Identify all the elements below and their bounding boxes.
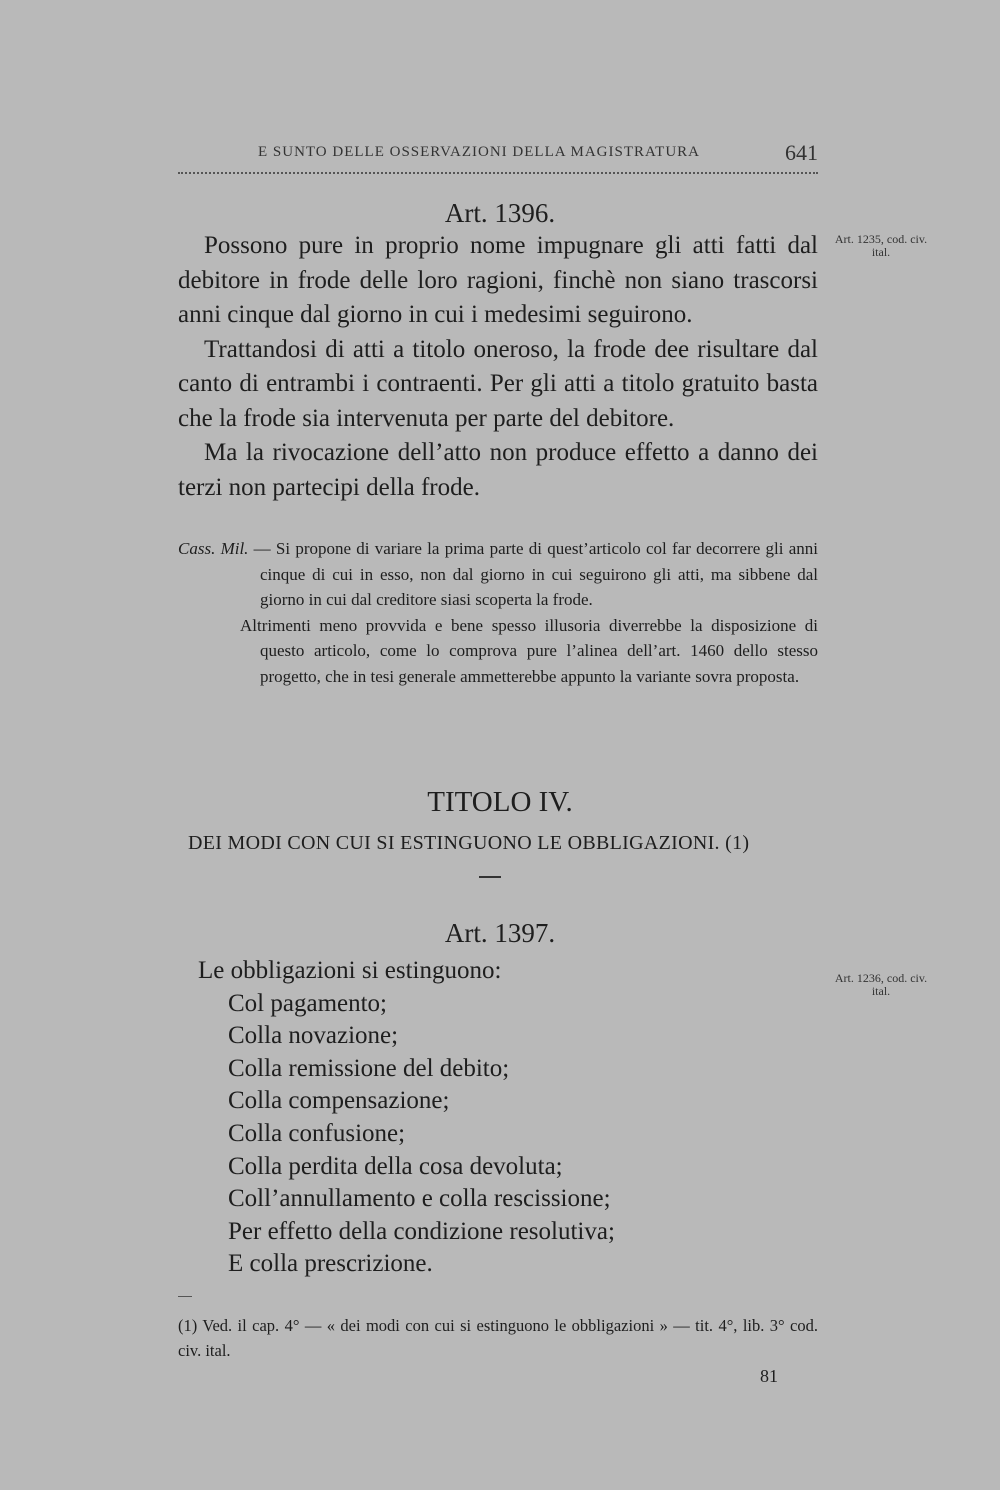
article-1396-paragraph: Ma la rivocazione dell’atto non produce effetto a danno dei terzi non partecipi della frode. [178,439,818,501]
list-item: Colla compensazione; [228,1087,450,1115]
list-item: Colla confusione; [228,1119,406,1147]
titolo-subtitle: DEI MODI CON CUI SI ESTINGUONO LE OBBLIGAZIONI. (1) [188,832,750,854]
commentary-first-text: — Si propone di variare la prima parte di quest’articolo col far decorrere gli anni cinque di cui in esso, non dal giorno in cui seguirono gli atti, ma sibbene dal giorno in cui dal creditore siasi scoperta la frode. [253,539,818,609]
list-item: Colla remissione del debito; [228,1054,510,1082]
commentary-source: Cass. Mil. [178,539,249,558]
list-item: Col pagamento; [228,989,387,1017]
titolo-heading: TITOLO IV. [427,786,573,818]
article-1396-paragraph: Trattandosi di atti a titolo oneroso, la frode dee risultare dal canto di entrambi i contraenti. Per gli atti a titolo gratuito basta che la frode sia intervenuta per parte del debitore. [178,335,818,432]
extinction-modes-list [198,988,615,1281]
list-item: E colla prescrizione. [228,1250,433,1278]
page-number: 641 [785,140,818,165]
court-commentary [178,536,818,689]
running-title: E SUNTO DELLE OSSERVAZIONI DELLA MAGISTRATURA [258,144,700,160]
article-1397-heading: Art. 1397. [444,918,556,948]
commentary-first-paragraph [178,536,818,613]
list-item: Colla novazione; [228,1022,399,1050]
footnote [178,1313,818,1363]
commentary-second-paragraph: Altrimenti meno provvida e bene spesso illusoria diverrebbe la disposizione di questo articolo, come lo comprova pure l’alinea dell’art. 1460 dello stesso progetto, che in tesi generale ammetterebbe appunto la variante sovra proposta. [240,615,818,686]
margin-note-1397: Art. 1236, cod. civ. ital. [834,971,928,998]
article-1396-text [178,229,818,505]
footnote-rule [178,1296,192,1297]
article-1397-lead: Le obbligazioni si estinguono: [198,957,502,984]
list-item: Per effetto della condizione resolutiva; [228,1217,615,1245]
signature-mark: 81 [760,1366,778,1386]
article-1396-paragraph: Possono pure in proprio nome impugnare gli atti fatti dal debitore in frode delle loro ragioni, finchè non siano trascorsi anni cinque dal giorno in cui i medesimi seguirono. [178,232,818,328]
header-rule [178,172,818,174]
list-item: Colla perdita della cosa devoluta; [228,1152,563,1180]
list-item: Coll’annullamento e colla rescissione; [228,1185,611,1213]
margin-note-1396: Art. 1235, cod. civ. ital. [834,232,928,259]
article-1396-heading: Art. 1396. [444,198,556,228]
section-dash [479,876,501,878]
footnote-text: (1) Ved. il cap. 4° — « dei modi con cui si estinguono le obbligazioni » — tit. 4°, lib. 3° cod. civ. ital. [178,1316,818,1360]
article-1397-text [198,955,615,1281]
